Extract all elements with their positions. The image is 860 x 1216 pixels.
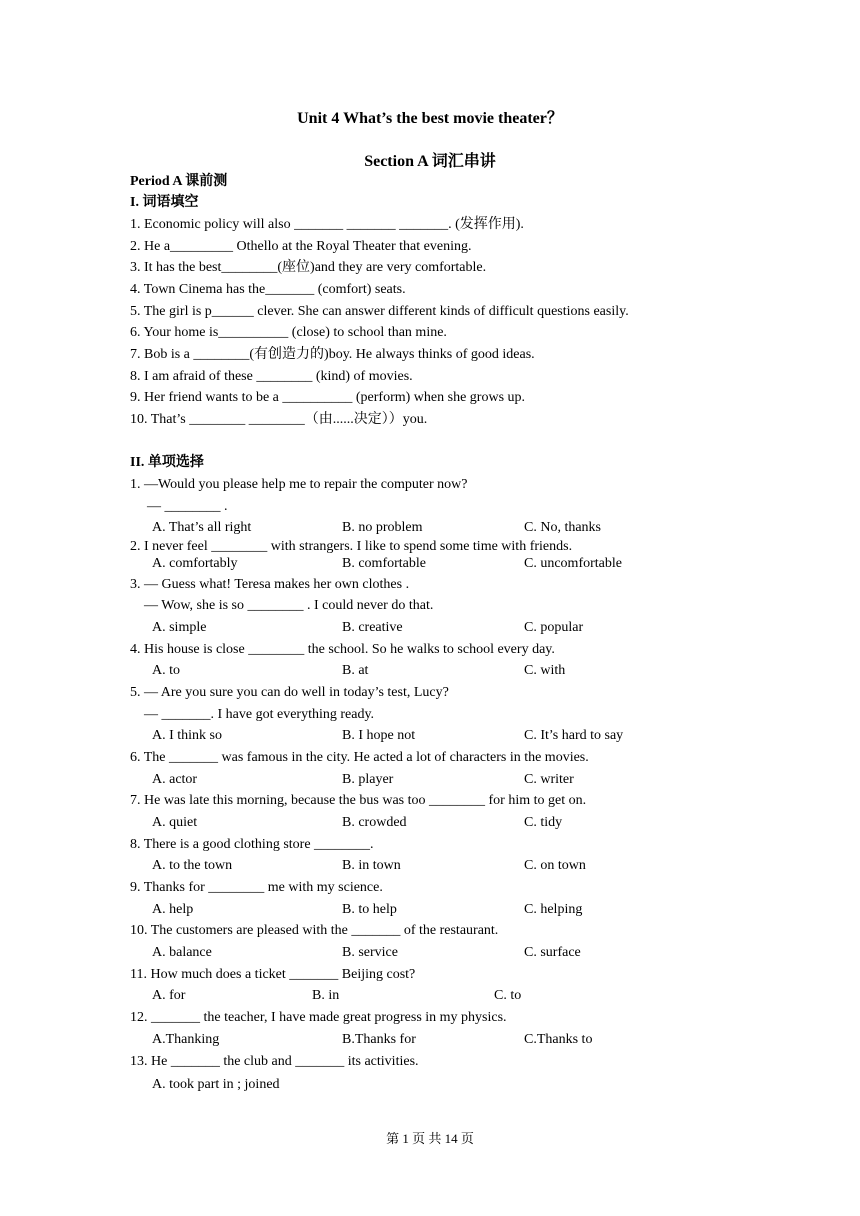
question-stem: 7. He was late this morning, because the bus was too ________ for him to get on. <box>130 793 587 808</box>
fill-item: 5. The girl is p______ clever. She can answer different kinds of difficult questions easily. <box>130 304 629 319</box>
question-stem: 13. He _______ the club and _______ its activities. <box>130 1054 419 1069</box>
fill-item: 4. Town Cinema has the_______ (comfort) seats. <box>130 282 406 297</box>
question-stem: 2. I never feel ________ with strangers. I like to spend some time with friends. <box>130 539 573 554</box>
option-a: A. help <box>152 902 194 917</box>
option-b: B. in town <box>342 858 401 873</box>
part2-heading: II. 单项选择 <box>130 455 204 470</box>
option-c: C. writer <box>524 772 574 787</box>
option-a: A. simple <box>152 620 207 635</box>
fill-item: 6. Your home is__________ (close) to school than mine. <box>130 325 447 340</box>
option-c: C. uncomfortable <box>524 556 622 571</box>
option-b: B. crowded <box>342 815 407 830</box>
option-a: A.Thanking <box>152 1032 220 1047</box>
fill-item: 1. Economic policy will also _______ _______ _______. (发挥作用). <box>130 217 524 232</box>
question-stem: — Wow, she is so ________ . I could never do that. <box>144 598 434 613</box>
option-a: A. actor <box>152 772 198 787</box>
option-b: B.Thanks for <box>342 1032 416 1047</box>
option-a: A. That’s all right <box>152 520 252 535</box>
option-c: C. with <box>524 663 566 678</box>
option-a: A. for <box>152 988 186 1003</box>
question-stem: 10. The customers are pleased with the _______ of the restaurant. <box>130 923 499 938</box>
option-b: B. to help <box>342 902 397 917</box>
fill-item: 9. Her friend wants to be a __________ (perform) when she grows up. <box>130 390 526 405</box>
period-heading: Period A 课前测 <box>130 174 228 189</box>
fill-item: 7. Bob is a ________(有创造力的)boy. He always thinks of good ideas. <box>130 347 535 362</box>
page-number: 第 1 页 共 14 页 <box>386 1131 474 1146</box>
fill-item: 2. He a_________ Othello at the Royal Theater that evening. <box>130 239 472 254</box>
document-title: Unit 4 What’s the best movie theater？ <box>297 110 563 127</box>
option-a: A. quiet <box>152 815 198 830</box>
question-stem: — ________ . <box>147 499 228 514</box>
question-stem: 8. There is a good clothing store ________. <box>130 837 374 852</box>
option-c: C. surface <box>524 945 581 960</box>
option-b: B. comfortable <box>342 556 426 571</box>
option-a: A. took part in ; joined <box>152 1077 280 1092</box>
question-stem: 4. His house is close ________ the school. So he walks to school every day. <box>130 642 555 657</box>
option-c: C. It’s hard to say <box>524 728 624 743</box>
question-stem: 6. The _______ was famous in the city. He acted a lot of characters in the movies. <box>130 750 589 765</box>
option-a: A. balance <box>152 945 212 960</box>
part1-heading: I. 词语填空 <box>130 195 199 210</box>
option-b: B. no problem <box>342 520 423 535</box>
option-b: B. creative <box>342 620 403 635</box>
option-c: C.Thanks to <box>524 1032 593 1047</box>
option-b: B. player <box>342 772 394 787</box>
question-stem: 11. How much does a ticket _______ Beijing cost? <box>130 967 416 982</box>
option-b: B. service <box>342 945 398 960</box>
option-b: B. I hope not <box>342 728 416 743</box>
option-c: C. popular <box>524 620 584 635</box>
option-b: B. in <box>312 988 340 1003</box>
fill-item: 8. I am afraid of these ________ (kind) of movies. <box>130 369 413 384</box>
question-stem: — _______. I have got everything ready. <box>144 707 375 722</box>
question-stem: 3. — Guess what! Teresa makes her own clothes . <box>130 577 410 592</box>
option-c: C. helping <box>524 902 583 917</box>
question-stem: 12. _______ the teacher, I have made great progress in my physics. <box>130 1010 507 1025</box>
option-a: A. comfortably <box>152 556 238 571</box>
fill-item: 3. It has the best________(座位)and they are very comfortable. <box>130 260 487 275</box>
option-b: B. at <box>342 663 369 678</box>
option-c: C. on town <box>524 858 586 873</box>
fill-item: 10. That’s ________ ________（由......决定））you. <box>130 412 428 427</box>
option-c: C. tidy <box>524 815 563 830</box>
option-a: A. I think so <box>152 728 222 743</box>
question-stem: 1. —Would you please help me to repair the computer now? <box>130 477 468 492</box>
question-stem: 9. Thanks for ________ me with my science. <box>130 880 383 895</box>
option-a: A. to <box>152 663 180 678</box>
option-c: C. No, thanks <box>524 520 601 535</box>
section-title: Section A 词汇串讲 <box>364 153 496 170</box>
question-stem: 5. — Are you sure you can do well in today’s test, Lucy? <box>130 685 449 700</box>
option-a: A. to the town <box>152 858 233 873</box>
option-c: C. to <box>494 988 522 1003</box>
